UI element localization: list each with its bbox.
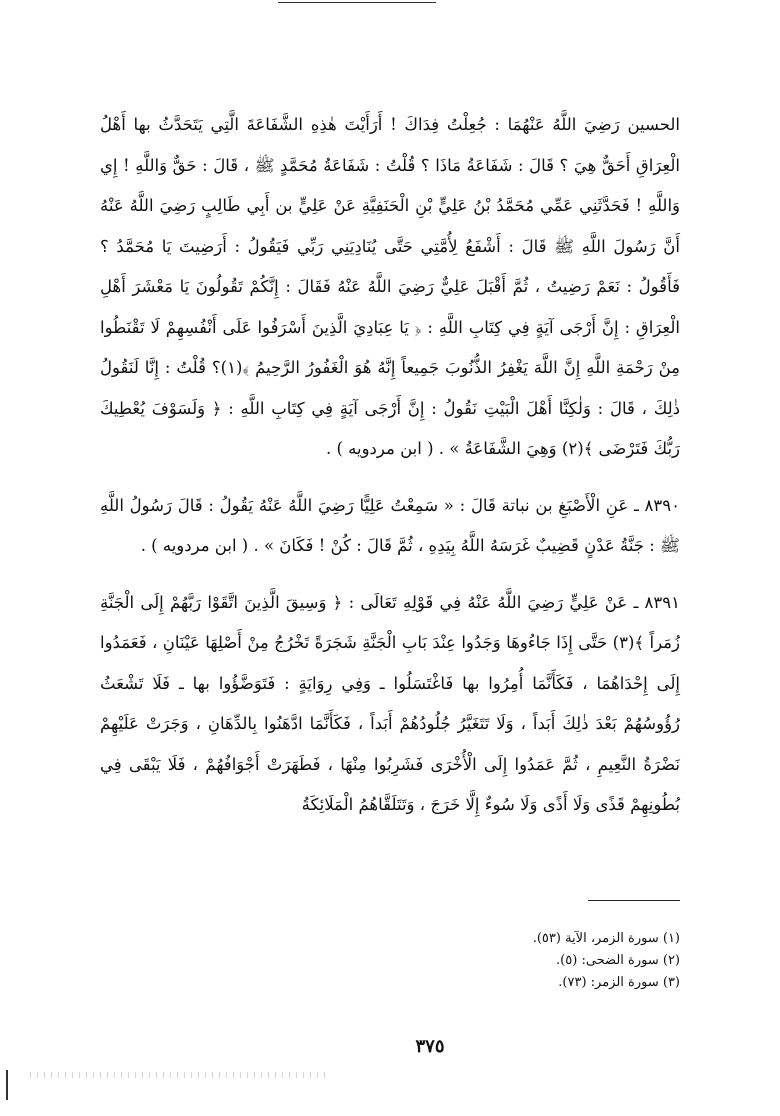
- main-text: [100, 105, 680, 826]
- paragraph-hadith-8391: ٨٣٩١ ـ عَنْ عَلِيٍّ رَضِيَ اللَّهُ عَنْهُ فِي قَوْلِهِ تَعَالَى : ﴿ وَسِيقَ الَّذِينَ اتَّقَوْا رَبَّهُمْ إِلَى الْجَنَّةِ زُمَراً ﴾(٣) حَتَّى إِذَا جَاءُوهَا وَجَدُوا عِنْدَ بَابِ الْجَنَّةِ شَجَرَةً تَخْرُجُ مِنْ أَصْلِهَا عَيْنَانِ ، فَعَمَدُوا إِلَى إِحْدَاهُمَا ، فَكَأَنَّمَا أُمِرُوا بها فَاغْتَسَلُوا ـ وَفِي رِوَايَةٍ : فَتَوَضَّؤُوا بها ـ فَلَا تَشْعَثُ رُؤُوسُهُمْ بَعْدَ ذٰلِكَ أَبَداً ، وَلَا تَتَغَيَّرُ جُلُودُهُمْ أَبَداً ، فَكَأَنَّمَا ادَّهَنُوا بِالدِّهَانِ ، وَجَرَتْ عَلَيْهِمْ نَضْرَةُ النَّعِيمِ ، ثُمَّ عَمَدُوا إِلَى الْأُخْرَى فَشَرِبُوا مِنْهَا ، فَطَهَرَتْ أَجْوَافُهُمْ ، فَلَا يَبْقَى فِي بُطُونِهِمْ قَذًى وَلَا أَذًى وَلَا سُوءٌ إِلَّا خَرَجَ ، وَتَتَلَقَّاهُمُ الْمَلَائِكَةُ: [100, 592, 680, 814]
- scan-noise: [30, 1072, 330, 1078]
- paragraph-hadith-8390: ٨٣٩٠ ـ عَنِ الْأَصْبَغِ بن نباتة قَالَ : « سَمِعْتُ عَلِيًّا رَضِيَ اللَّهُ عَنْهُ يَقُولُ : قَالَ رَسُولُ اللَّهِ ﷺ : جَنَّةُ عَدْنٍ قَضِيبٌ غَرَسَهُ اللَّهُ بِيَدِهِ ، ثُمَّ قَالَ : كُنْ ! فَكَانَ » . ( ابن مردويه ) .: [100, 495, 680, 555]
- footnote-3: (٣) سورة الزمر: (٧٣).: [558, 975, 680, 990]
- footnote-1: (١) سورة الزمر، الآية (٥٣).: [532, 931, 680, 946]
- header-rule: [278, 2, 436, 3]
- footnotes: [380, 928, 680, 994]
- footnote-2: (٢) سورة الضحى: (٥).: [556, 953, 680, 968]
- scan-edge-mark: [6, 1070, 8, 1100]
- paragraph-hadith-continued: الحسين رَضِيَ اللَّهُ عَنْهُمَا : جُعِلْتُ فِدَاكَ ! أَرَأَيْتَ هٰذِهِ الشَّفَاعَةَ الَّتِي يَتَحَدَّثُ بها أَهْلُ الْعِرَاقِ أَحَقٌّ هِيَ ؟ قَالَ : شَفَاعَةُ مَاذَا ؟ قُلْتُ : شَفَاعَةُ مُحَمَّدٍ ﷺ ، قَالَ : حَقٌّ وَاللَّهِ ! إِي وَاللَّهِ ! فَحَدَّثَنِي عَمِّي مُحَمَّدُ بْنُ عَلِيٍّ بْنِ الْحَنَفِيَّةِ عَنْ عَلِيٍّ بن أَبِي طَالِبٍ رَضِيَ اللَّهُ عَنْهُ أَنَّ رَسُولَ اللَّهِ ﷺ قَالَ : أَشْفَعُ لِأُمَّتِي حَتَّى يُنَادِيَنِي رَبِّي فَيَقُولُ : أَرَضِيتَ يَا مُحَمَّدُ ؟ فَأَقُولُ : نَعَمْ رَضِيتُ ، ثُمَّ أَقْبَلَ عَلِيٌّ رَضِيَ اللَّهُ عَنْهُ فَقَالَ : إِنَّكُمْ تَقُولُونَ يَا مَعْشَرَ أَهْلِ الْعِرَاقِ : إِنَّ أَرْجَى آيَةٍ فِي كِتَابِ اللَّهِ : ﴿ يَا عِبَادِيَ الَّذِينَ أَسْرَفُوا عَلَى أَنْفُسِهِمْ لَا تَقْنَطُوا مِنْ رَحْمَةِ اللَّهِ إِنَّ اللَّهَ يَغْفِرُ الذُّنُوبَ جَمِيعاً إِنَّهُ هُوَ الْغَفُورُ الرَّحِيمُ ﴾(١)؟ قُلْتُ : إِنَّا لَنَقُولُ ذٰلِكَ ، قَالَ : وَلٰكِنَّا أَهْلَ الْبَيْتِ نَقُولُ : إِنَّ أَرْجَى آيَةٍ فِي كِتَابِ اللَّهِ : ﴿ وَلَسَوْفَ يُعْطِيكَ رَبُّكَ فَتَرْضَى ﴾(٢) وَهِيَ الشَّفَاعَةُ » . ( ابن مردويه ) .: [100, 115, 680, 458]
- footnote-separator: [588, 900, 680, 901]
- page-number: ٣٧٥: [415, 1036, 445, 1057]
